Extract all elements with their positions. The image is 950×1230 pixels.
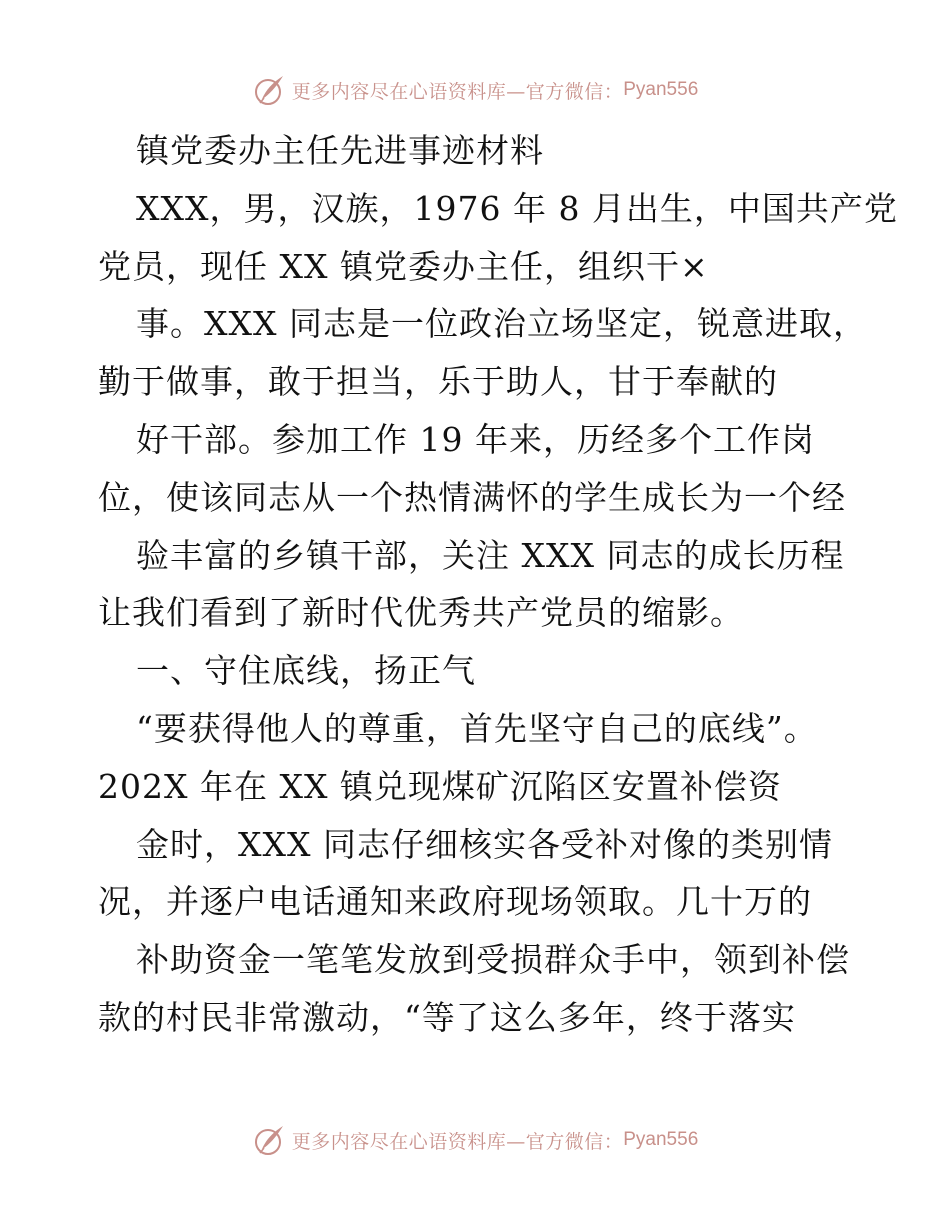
text-line: 况，并逐户电话通知来政府现场领取。几十万的 (98, 882, 812, 922)
document-body (98, 122, 898, 1047)
text-line: 事。XXX 同志是一位政治立场坚定，锐意进取， (136, 304, 867, 344)
text-line: 位，使该同志从一个热情满怀的学生成长为一个经 (98, 477, 846, 517)
footer-watermark (0, 1120, 950, 1160)
text-line: 金时，XXX 同志仔细核实各受补对像的类别情 (136, 824, 833, 864)
text-line: 让我们看到了新时代优秀共产党员的缩影。 (98, 593, 744, 633)
watermark-wechat-id: Pyan556 (623, 1129, 699, 1150)
watermark-text: 更多内容尽在心语资料库—官方微信： (291, 1130, 624, 1153)
feather-pen-logo-icon (252, 72, 288, 108)
text-line: “要获得他人的尊重，首先坚守自己的底线”。 (136, 708, 818, 748)
text-line: 补助资金一笔笔发放到受损群众手中，领到补偿 (136, 940, 850, 980)
text-line: 好干部。参加工作 19 年来，历经多个工作岗 (136, 419, 815, 459)
text-line: XXX，男，汉族，1976 年 8 月出生，中国共产党 (136, 188, 898, 228)
text-line: 202X 年在 XX 镇兑现煤矿沉陷区安置补偿资 (98, 766, 782, 806)
watermark-text: 更多内容尽在心语资料库—官方微信： (291, 80, 624, 103)
watermark-wechat-id: Pyan556 (623, 79, 699, 100)
text-line: 镇党委办主任先进事迹材料 (136, 131, 544, 170)
text-line: 勤于做事，敢于担当，乐于助人，甘于奉献的 (98, 362, 778, 402)
text-line: 一、守住底线，扬正气 (136, 651, 476, 691)
header-watermark (0, 70, 950, 110)
text-line: 款的村民非常激动，“等了这么多年，终于落实 (98, 997, 796, 1037)
feather-pen-logo-icon (252, 1122, 288, 1158)
text-line: 验丰富的乡镇干部，关注 XXX 同志的成长历程 (136, 535, 845, 575)
text-line: 党员，现任 XX 镇党委办主任，组织干× (98, 246, 709, 286)
